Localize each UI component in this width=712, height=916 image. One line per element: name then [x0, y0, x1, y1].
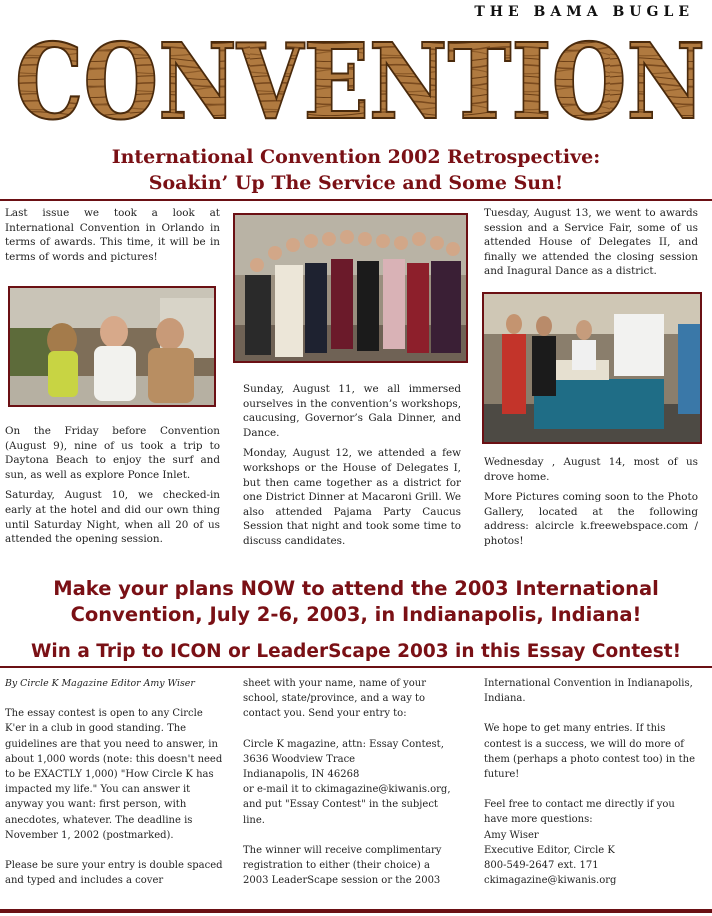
- article-column-1-body: [5, 424, 220, 553]
- paragraph-monday: Monday, August 12, we attended a few workshops or the House of Delegates I, but then came together as a district for one District Dinner at Macaroni Grill. We also attended Pajama Party Caucus Session that night and took some time to discuss candidates.: [243, 447, 461, 547]
- article-column-1: [5, 206, 220, 270]
- contact-name: Amy Wiser: [484, 829, 539, 841]
- photo-daytona-beach: [8, 286, 216, 407]
- photo-service-fair: [482, 292, 702, 444]
- footer-rule: [0, 909, 712, 913]
- contest-headline: Win a Trip to ICON or LeaderScape 2003 in this Essay Contest!: [30, 641, 682, 662]
- divider-rule: [0, 199, 712, 201]
- photo-group-formal: [233, 213, 468, 363]
- contest-column-2: [243, 676, 458, 888]
- email-line: or e-mail it to ckimagazine@kiwanis.org,: [243, 784, 451, 796]
- contact-phone: 800-549-2647 ext. 171: [484, 860, 599, 872]
- contact-intro: Feel free to contact me directly if you have more questions:: [484, 799, 675, 826]
- contact-email: ckimagazine@kiwanis.org: [484, 875, 617, 887]
- contest-format-paragraph: Please be sure your entry is double spaced and typed and includes a cover: [5, 860, 223, 887]
- address-line-2: 3636 Woodview Trace: [243, 753, 356, 765]
- article-column-2: [243, 382, 461, 555]
- cover-sheet-paragraph: sheet with your name, name of your school, state/province, and a way to contact you. Send your entry to:: [243, 678, 427, 720]
- paragraph-sunday: Sunday, August 11, we all immersed ourselves in the convention’s workshops, caucusing, Governor’s Gala Dinner, and Dance.: [243, 383, 461, 439]
- article-column-3-body: [484, 455, 698, 555]
- masthead: THE BAMA BUGLE: [474, 4, 694, 20]
- future-contests-paragraph: We hope to get many entries. If this contest is a success, we will do more of them (perhaps a photo contest too) in the future!: [484, 723, 696, 781]
- promo-line-2: Convention, July 2-6, 2003, in Indianapolis, Indiana!: [70, 603, 642, 626]
- paragraph-photo-gallery: More Pictures coming soon to the Photo Gallery, located at the following address: alcircle k.freewebspace.com / photos!: [484, 491, 698, 547]
- contact-title: Executive Editor, Circle K: [484, 844, 615, 856]
- contest-column-1: [5, 676, 223, 888]
- contest-column-3: [484, 676, 700, 888]
- contest-rules-paragraph: The essay contest is open to any Circle K'er in a club in good standing. The guidelines are that you need to answer, in about 1,000 words (note: this doesn't need to be EXACTLY 1,000) "How Circle K has impacted my life." You can answer it anyway you want: first person, with anecdotes, whatever. The deadline is November 1, 2002 (postmarked).: [5, 708, 223, 841]
- article-headline-1: International Convention 2002 Retrospective:: [111, 146, 601, 168]
- prize-paragraph: The winner will receive complimentary registration to either (their choice) a 2003 LeaderScape session or the 2003: [243, 844, 442, 887]
- contest-divider-rule: [0, 666, 712, 668]
- article-headline-2: Soakin’ Up The Service and Some Sun!: [148, 172, 564, 194]
- intro-paragraph: Last issue we took a look at International Convention in Orlando in terms of awards. This time, it will be in terms of words and pictures!: [5, 207, 220, 263]
- paragraph-tuesday: Tuesday, August 13, we went to awards session and a Service Fair, some of us attended House of Delegates II, and finally we attended the closing session and Inagural Dance as a district.: [484, 207, 698, 278]
- prize-location: International Convention in Indianapolis, Indiana.: [484, 678, 693, 705]
- paragraph-wednesday: Wednesday , August 14, most of us drove home.: [484, 456, 698, 483]
- paragraph-saturday: Saturday, August 10, we checked-in early at the hotel and did our own thing until Saturday Night, when all 20 of us attended the opening session.: [5, 489, 220, 546]
- address-line-1: Circle K magazine, attn: Essay Contest,: [243, 738, 444, 750]
- promo-line-1: Make your plans NOW to attend the 2003 International: [53, 577, 659, 600]
- article-column-3: [484, 206, 698, 285]
- paragraph-friday: On the Friday before Convention (August 9), nine of us took a trip to Daytona Beach to enjoy the surf and sun, as well as explore Ponce Inlet.: [5, 425, 220, 481]
- banner-text: CONVENTION: [15, 26, 705, 130]
- byline: By Circle K Magazine Editor Amy Wiser: [5, 678, 195, 689]
- subject-line: and put "Essay Contest" in the subject line.: [243, 799, 438, 826]
- address-line-3: Indianapolis, IN 46268: [243, 769, 360, 781]
- convention-banner: [10, 26, 710, 130]
